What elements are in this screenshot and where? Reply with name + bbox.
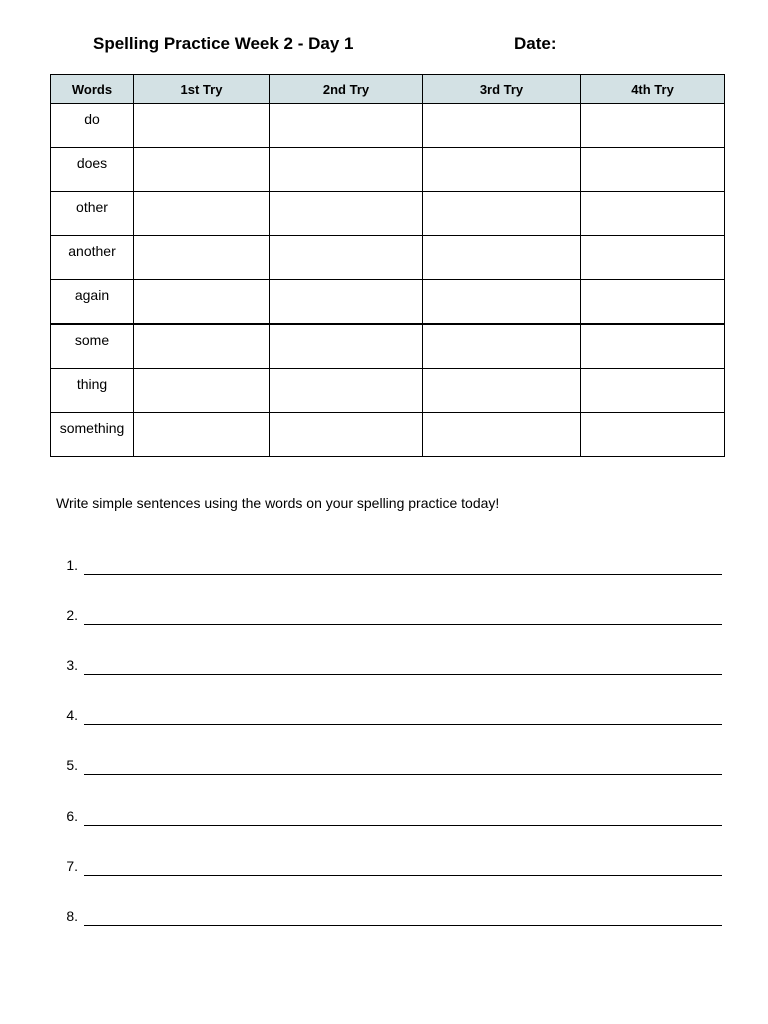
- try-cell-4[interactable]: [581, 192, 725, 236]
- try-cell-2[interactable]: [270, 369, 423, 413]
- try-cell-2[interactable]: [270, 236, 423, 280]
- table-header-row: [51, 75, 725, 104]
- try-cell-1[interactable]: [134, 148, 270, 192]
- try-cell-4[interactable]: [581, 413, 725, 457]
- try-cell-4[interactable]: [581, 369, 725, 413]
- try-cell-1[interactable]: [134, 192, 270, 236]
- word-cell: do: [51, 104, 134, 148]
- try-cell-3[interactable]: [423, 280, 581, 325]
- writing-line[interactable]: [84, 774, 722, 775]
- column-header-2nd-try: 2nd Try: [270, 75, 423, 104]
- table-row: [51, 413, 725, 457]
- writing-line[interactable]: [84, 875, 722, 876]
- try-cell-2[interactable]: [270, 324, 423, 369]
- sentence-line[interactable]: [56, 856, 722, 876]
- try-cell-2[interactable]: [270, 280, 423, 325]
- sentence-number: 7.: [66, 858, 78, 874]
- sentence-line[interactable]: [56, 806, 722, 826]
- try-cell-2[interactable]: [270, 104, 423, 148]
- word-cell: another: [51, 236, 134, 280]
- table-row: [51, 192, 725, 236]
- word-cell: other: [51, 192, 134, 236]
- table-row: [51, 369, 725, 413]
- sentence-number: 2.: [66, 607, 78, 623]
- try-cell-3[interactable]: [423, 413, 581, 457]
- table-row: [51, 324, 725, 369]
- try-cell-1[interactable]: [134, 369, 270, 413]
- word-cell: something: [51, 413, 134, 457]
- writing-line[interactable]: [84, 674, 722, 675]
- sentence-number: 5.: [66, 757, 78, 773]
- table-row: [51, 148, 725, 192]
- sentence-number: 3.: [66, 657, 78, 673]
- worksheet-title: Spelling Practice Week 2 - Day 1: [93, 34, 354, 53]
- spelling-practice-table: [50, 74, 725, 457]
- sentence-number: 6.: [66, 808, 78, 824]
- column-header-1st-try: 1st Try: [134, 75, 270, 104]
- sentence-number: 1.: [66, 557, 78, 573]
- try-cell-1[interactable]: [134, 413, 270, 457]
- try-cell-2[interactable]: [270, 413, 423, 457]
- try-cell-4[interactable]: [581, 148, 725, 192]
- try-cell-3[interactable]: [423, 369, 581, 413]
- try-cell-1[interactable]: [134, 324, 270, 369]
- try-cell-4[interactable]: [581, 236, 725, 280]
- try-cell-4[interactable]: [581, 280, 725, 325]
- word-cell: some: [51, 324, 134, 369]
- writing-line[interactable]: [84, 724, 722, 725]
- try-cell-1[interactable]: [134, 280, 270, 325]
- sentence-instruction: Write simple sentences using the words on your spelling practice today!: [56, 495, 500, 511]
- try-cell-4[interactable]: [581, 104, 725, 148]
- writing-line[interactable]: [84, 624, 722, 625]
- word-cell: again: [51, 280, 134, 325]
- sentence-line[interactable]: [56, 705, 722, 725]
- try-cell-1[interactable]: [134, 104, 270, 148]
- writing-line[interactable]: [84, 825, 722, 826]
- try-cell-3[interactable]: [423, 104, 581, 148]
- table-row: [51, 104, 725, 148]
- try-cell-3[interactable]: [423, 148, 581, 192]
- try-cell-2[interactable]: [270, 192, 423, 236]
- table-row: [51, 236, 725, 280]
- try-cell-1[interactable]: [134, 236, 270, 280]
- sentence-line[interactable]: [56, 655, 722, 675]
- try-cell-3[interactable]: [423, 324, 581, 369]
- column-header-words: Words: [51, 75, 134, 104]
- column-header-4th-try: 4th Try: [581, 75, 725, 104]
- sentence-line[interactable]: [56, 906, 722, 926]
- try-cell-3[interactable]: [423, 192, 581, 236]
- try-cell-2[interactable]: [270, 148, 423, 192]
- writing-line[interactable]: [84, 925, 722, 926]
- word-cell: does: [51, 148, 134, 192]
- date-label: Date:: [514, 34, 557, 53]
- sentence-number: 8.: [66, 908, 78, 924]
- try-cell-3[interactable]: [423, 236, 581, 280]
- table-row: [51, 280, 725, 325]
- sentence-line[interactable]: [56, 755, 722, 775]
- sentence-line[interactable]: [56, 605, 722, 625]
- try-cell-4[interactable]: [581, 324, 725, 369]
- sentence-line[interactable]: [56, 555, 722, 575]
- column-header-3rd-try: 3rd Try: [423, 75, 581, 104]
- word-cell: thing: [51, 369, 134, 413]
- writing-line[interactable]: [84, 574, 722, 575]
- sentence-number: 4.: [66, 707, 78, 723]
